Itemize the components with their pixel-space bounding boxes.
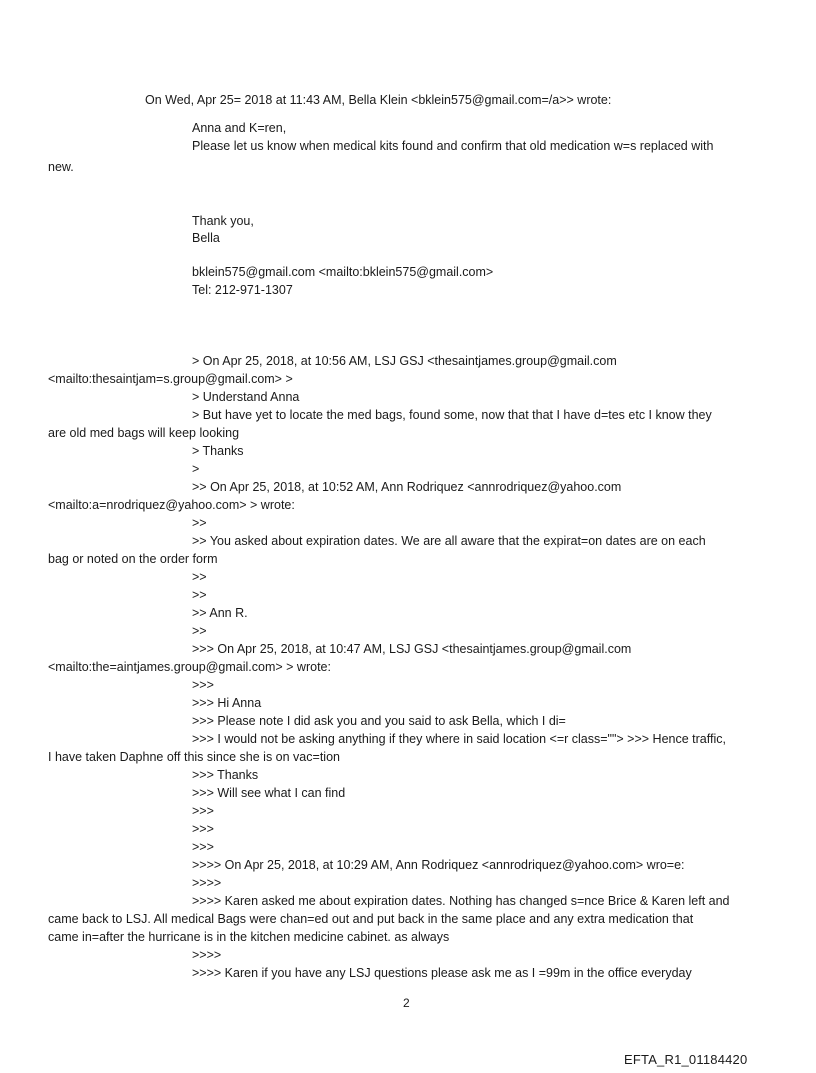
quoted-line: >>>> On Apr 25, 2018, at 10:29 AM, Ann Rodriquez <annrodriquez@yahoo.com> wro=e: (192, 858, 685, 872)
quoted-line: >> Ann R. (192, 606, 248, 620)
quoted-line: >>> (192, 822, 214, 836)
quoted-line: >>> Hi Anna (192, 696, 262, 710)
quoted-line: >>>> Karen asked me about expiration dates. Nothing has changed s=nce Brice & Karen left and (192, 894, 730, 908)
thanks-line: Thank you, (192, 214, 254, 228)
quoted-line: >>> (192, 840, 214, 854)
quoted-line: >> (192, 624, 207, 638)
quoted-line: >>> Will see what I can find (192, 786, 346, 800)
greeting: Anna and K=ren, (192, 121, 287, 135)
quoted-line: <mailto:thesaintjam=s.group@gmail.com> > (48, 372, 293, 386)
quoted-line: >>> On Apr 25, 2018, at 10:47 AM, LSJ GSJ <thesaintjames.group@gmail.com (192, 642, 632, 656)
quoted-line: > But have yet to locate the med bags, found some, now that that I have d=tes etc I know they (192, 408, 712, 422)
quoted-line: >> (192, 570, 207, 584)
quoted-line: >> On Apr 25, 2018, at 10:52 AM, Ann Rodriquez <annrodriquez@yahoo.com (192, 480, 622, 494)
signature-email: bklein575@gmail.com <mailto:bklein575@gmail.com> (192, 265, 494, 279)
quoted-line: <mailto:a=nrodriquez@yahoo.com> > wrote: (48, 498, 295, 512)
quoted-line: > Thanks (192, 444, 244, 458)
quoted-line: >>> (192, 678, 214, 692)
quoted-line: >> You asked about expiration dates. We are all aware that the expirat=on dates are on each (192, 534, 706, 548)
quoted-line: >>>> (192, 876, 222, 890)
quoted-line: came back to LSJ. All medical Bags were chan=ed out and put back in the same place and any extra medication that (48, 912, 694, 926)
quoted-line: > (192, 462, 200, 476)
quoted-line: > Understand Anna (192, 390, 300, 404)
request-line-wrap: new. (48, 160, 74, 174)
quoted-line: > On Apr 25, 2018, at 10:56 AM, LSJ GSJ <thesaintjames.group@gmail.com (192, 354, 617, 368)
signature-name: Bella (192, 231, 220, 245)
document-id-footer: EFTA_R1_01184420 (624, 1052, 748, 1067)
quoted-line: <mailto:the=aintjames.group@gmail.com> > wrote: (48, 660, 331, 674)
email-header: On Wed, Apr 25= 2018 at 11:43 AM, Bella Klein <bklein575@gmail.com=/a>> wrote: (145, 93, 612, 107)
signature-tel: Tel: 212-971-1307 (192, 283, 293, 297)
quoted-line: >>>> Karen if you have any LSJ questions please ask me as I =99m in the office everyday (192, 966, 692, 980)
quoted-line: >> (192, 588, 207, 602)
quoted-line: bag or noted on the order form (48, 552, 218, 566)
quoted-line: >>> I would not be asking anything if they where in said location <=r class=""> >>> Hence traffic, (192, 732, 726, 746)
quoted-line: are old med bags will keep looking (48, 426, 240, 440)
quoted-line: >> (192, 516, 207, 530)
quoted-line: >>>> (192, 948, 222, 962)
quoted-line: >>> (192, 804, 214, 818)
request-line: Please let us know when medical kits found and confirm that old medication w=s replaced with (192, 139, 714, 153)
quoted-line: >>> Thanks (192, 768, 259, 782)
quoted-line: I have taken Daphne off this since she is on vac=tion (48, 750, 340, 764)
quoted-line: came in=after the hurricane is in the kitchen medicine cabinet. as always (48, 930, 450, 944)
page-number: 2 (403, 996, 410, 1010)
quoted-line: >>> Please note I did ask you and you said to ask Bella, which I di= (192, 714, 566, 728)
